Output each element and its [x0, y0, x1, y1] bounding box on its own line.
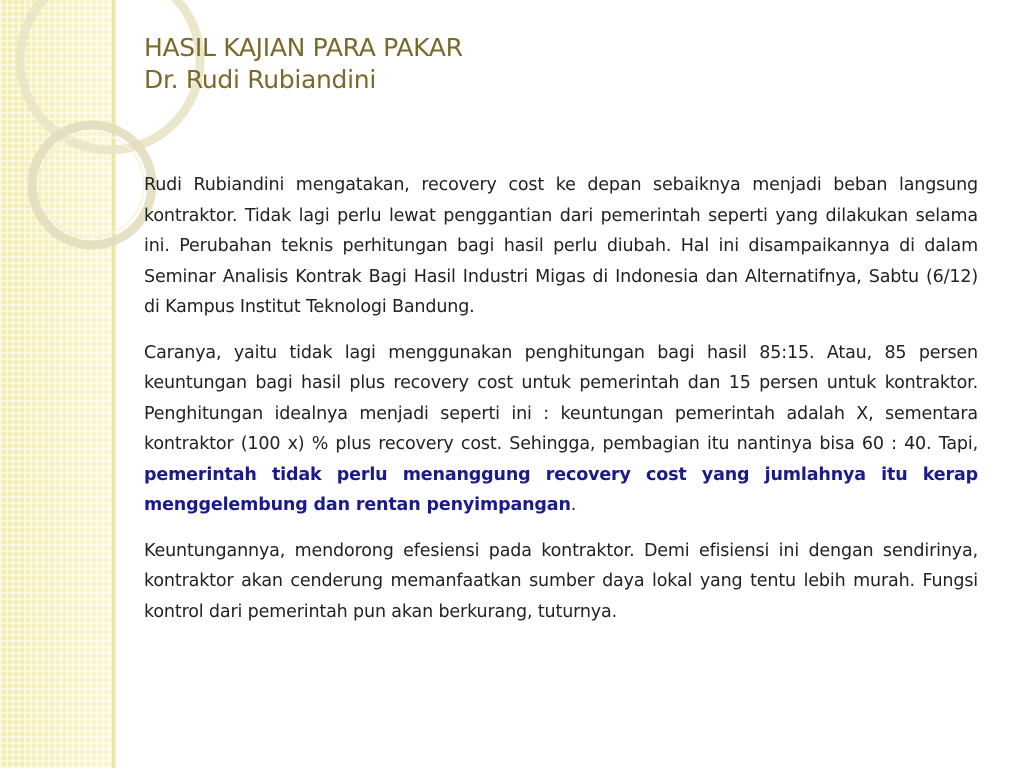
paragraph-2-end: .	[570, 495, 577, 515]
decorative-ring-small	[32, 125, 152, 245]
decorative-rings	[0, 0, 160, 280]
paragraph-2	[144, 338, 978, 521]
title-block	[144, 32, 984, 96]
paragraph-3: Keuntungannya, mendorong efesiensi pada kontraktor. Demi efisiensi ini dengan sendirinya, kontraktor akan cenderung memanfaatkan sumber daya lokal yang tentu lebih murah. Fungsi kontrol dari pemerintah pun akan berkurang, tuturnya.	[144, 540, 978, 622]
body-text	[144, 170, 978, 642]
paragraph-2-emphasis: pemerintah tidak perlu menanggung recovery cost yang jumlahnya itu kerap menggelembung dan rentan penyimpangan	[144, 464, 978, 515]
slide-subtitle: Dr. Rudi Rubiandini	[144, 65, 376, 94]
slide-title: HASIL KAJIAN PARA PAKAR	[144, 33, 463, 62]
paragraph-2-text: Caranya, yaitu tidak lagi menggunakan penghitungan bagi hasil 85:15. Atau, 85 persen keuntungan bagi hasil plus recovery cost untuk pemerintah dan 15 persen untuk kontraktor. Penghitungan idealnya menjadi seperti ini : keuntungan pemerintah adalah X, sementara kontraktor (100 x) % plus recovery cost. Sehingga, pembagian itu nantinya bisa 60 : 40. Tapi,	[144, 342, 978, 454]
paragraph-1: Rudi Rubiandini mengatakan, recovery cost ke depan sebaiknya menjadi beban langsung kontraktor. Tidak lagi perlu lewat penggantian dari pemerintah seperti yang dilakukan selama ini. Perubahan teknis perhitungan bagi hasil perlu diubah. Hal ini disampaikannya di dalam Seminar Analisis Kontrak Bagi Hasil Industri Migas di Indonesia dan Alternatifnya, Sabtu (6/12) di Kampus Institut Teknologi Bandung.	[144, 175, 978, 317]
